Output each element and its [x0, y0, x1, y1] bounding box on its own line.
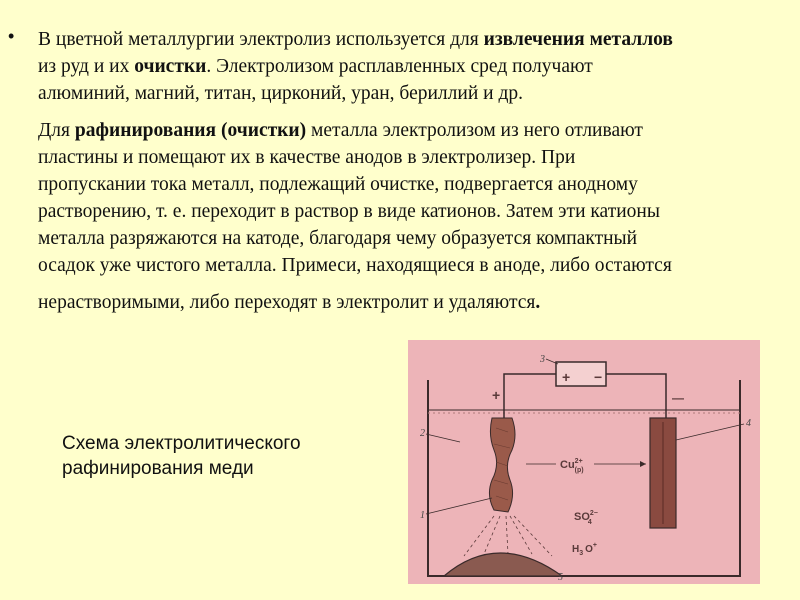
- paragraph-refining: [22, 117, 782, 316]
- ion-sulfate: [574, 510, 598, 526]
- electrolysis-diagram: [408, 340, 760, 584]
- p1-l1-text: В цветной металлургии электролиз используется для: [38, 29, 484, 50]
- label-3: 3: [540, 354, 545, 365]
- p2-l7-period: .: [535, 292, 541, 313]
- p2-line-1: [22, 117, 782, 144]
- figure-caption: [62, 431, 372, 481]
- label-2: 2: [420, 428, 425, 439]
- leader-1: [426, 498, 492, 514]
- ion-so-symbol: SO: [574, 511, 590, 523]
- label-5: 5: [558, 572, 563, 583]
- ion-copper: [560, 458, 584, 474]
- p1-l2-bold: очистки: [134, 56, 207, 77]
- p2-line-6: осадок уже чистого металла. Примеси, находящиеся в аноде, либо остаются: [38, 255, 672, 276]
- p1-l1-bold: извлечения металлов: [483, 29, 673, 50]
- wire-cathode: [606, 374, 666, 418]
- ion-so-charge: 2−: [589, 510, 598, 517]
- p2-l7-text: нерастворимыми, либо переходят в электролит и удаляются: [38, 292, 536, 313]
- ion-cu-charge: 2+: [574, 458, 583, 465]
- ion-so-index: 4: [587, 519, 592, 526]
- p1-l2-text-end: . Электролизом расплавленных сред получают: [206, 56, 593, 77]
- cathode-minus-sign: —: [672, 391, 684, 405]
- sludge-pile: [444, 553, 562, 576]
- sludge-flow: [464, 516, 552, 556]
- tank-outline: [428, 380, 740, 576]
- label-1: 1: [420, 510, 425, 521]
- leader-2: [426, 434, 460, 442]
- ion-cu-symbol: Cu: [560, 459, 575, 471]
- p2-line-2: пластины и помещают их в качестве анодов в электролизер. При: [38, 147, 576, 168]
- ion-hydronium: [572, 542, 597, 557]
- ion-cu-phase: (p): [574, 467, 584, 474]
- leader-4: [676, 424, 744, 440]
- p2-line-4: растворению, т. е. переходит в раствор в виде катионов. Затем эти катионы: [38, 201, 660, 222]
- p2-l1-text: Для: [38, 120, 75, 141]
- p1-line-2: [38, 53, 778, 80]
- wire-anode: [504, 374, 556, 418]
- label-4: 4: [746, 418, 751, 429]
- p1-line-1: [38, 26, 778, 53]
- caption-line-1: Схема электролитического: [62, 433, 301, 454]
- power-plus-sign: +: [562, 369, 571, 385]
- p1-line-3: алюминий, магний, титан, цирконий, уран, бериллий и др.: [38, 83, 523, 104]
- p1-l2-text: из руд и их: [38, 56, 135, 77]
- power-minus-sign: −: [594, 369, 603, 385]
- ion-h3o-charge: +: [592, 542, 598, 549]
- paragraph-metallurgy: [38, 26, 778, 107]
- p2-line-5: металла разряжаются на катоде, благодаря чему образуется компактный: [38, 228, 638, 249]
- ion-h-symbol: H: [572, 544, 580, 555]
- p2-l1-text-end: металла электролизом из него отливают: [306, 120, 643, 141]
- p2-line-7: [22, 289, 782, 316]
- caption-line-2: рафинирования меди: [62, 458, 254, 479]
- ion-arrowhead: [640, 461, 646, 467]
- anode-plus-sign: +: [492, 387, 501, 403]
- ion-o-symbol: O: [585, 544, 593, 555]
- p2-line-3: пропускании тока металл, подлежащий очистке, подвергается анодному: [38, 174, 638, 195]
- bullet-marker: •: [8, 26, 15, 46]
- electrolysis-diagram-svg: [408, 340, 760, 584]
- ion-h-index: 3: [579, 550, 584, 557]
- p2-indent: [22, 117, 643, 144]
- p2-l1-bold: рафинирования (очистки): [74, 120, 307, 141]
